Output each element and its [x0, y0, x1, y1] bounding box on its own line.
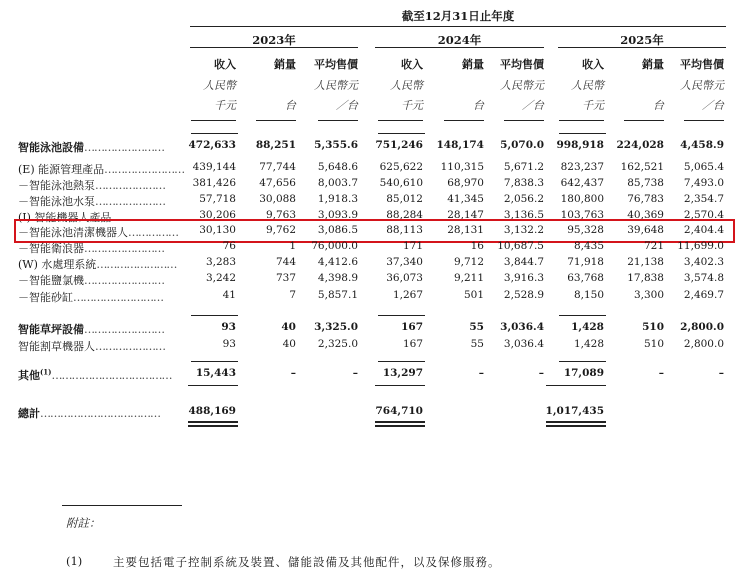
cell-value: 7 [289, 289, 296, 301]
cell-value: 3,093.9 [317, 209, 358, 221]
cell-value: 4,458.9 [680, 139, 724, 151]
column-header: 平均售價 [680, 58, 724, 71]
cell-value: 1 [289, 240, 296, 252]
cell-value: 510 [643, 338, 664, 350]
cell-value: 167 [402, 338, 423, 350]
leader-dots: ……………………… [73, 291, 163, 304]
column-header: 平均售價 [314, 58, 358, 71]
cell-value: 3,916.3 [503, 272, 544, 284]
footnote-ref: (1) [40, 367, 52, 377]
cell-value: 2,056.2 [503, 193, 544, 205]
total-top-rule [546, 385, 606, 386]
cell-value: 88,284 [386, 209, 423, 221]
cell-value: 2,800.0 [683, 338, 724, 350]
cell-value: – [718, 367, 724, 379]
cell-value: 3,283 [205, 256, 236, 268]
cell-value: 2,570.4 [683, 209, 724, 221]
cell-value: 5,857.1 [317, 289, 358, 301]
total-double-rule-2 [375, 425, 425, 427]
cell-value: 751,246 [375, 139, 423, 151]
cell-value: 7,838.3 [503, 177, 544, 189]
cell-value: 501 [463, 289, 484, 301]
cell-value: 148,174 [436, 139, 484, 151]
unit-line-1: 人民幣 [571, 79, 604, 92]
leader-dots: ………………… [95, 195, 165, 208]
cell-value: 764,710 [375, 405, 423, 417]
total-double-rule-1 [546, 421, 606, 423]
column-header-rule [624, 120, 664, 121]
cell-value: 76 [222, 240, 236, 252]
cell-value: 381,426 [192, 177, 236, 189]
leader-dots: ……………………………… [40, 407, 160, 420]
cell-value: 5,355.6 [314, 139, 358, 151]
column-header-rule [378, 120, 423, 121]
cell-value: 85,738 [627, 177, 664, 189]
cell-value: 93 [222, 338, 236, 350]
cell-value: 2,528.9 [503, 289, 544, 301]
column-header: 收入 [214, 58, 236, 71]
leader-dots: ………………… [111, 211, 182, 224]
row-label [18, 256, 176, 272]
cell-value: 540,610 [379, 177, 423, 189]
footnote-marker: (1) [66, 554, 83, 568]
row-label-text: (I) 智能機器人產品 [18, 211, 112, 224]
cell-value: 5,070.0 [500, 139, 544, 151]
row-label [18, 224, 178, 240]
cell-value: 36,073 [386, 272, 423, 284]
cell-value: 9,712 [453, 256, 484, 268]
cell-value: 167 [401, 321, 423, 333]
unit-line-1: 人民幣元 [314, 79, 358, 92]
sum-rule [191, 361, 238, 362]
cell-value: 4,398.9 [317, 272, 358, 284]
sum-rule [191, 133, 238, 134]
leader-dots: ………………… [95, 179, 165, 192]
cell-value: 3,136.5 [503, 209, 544, 221]
unit-line-2: 台 [285, 99, 296, 112]
leader-dots: ………………… [95, 340, 165, 353]
cell-value: 93 [221, 321, 236, 333]
year-header: 2025年 [620, 33, 664, 47]
cell-value: 57,718 [199, 193, 236, 205]
leader-dots: …………… [128, 226, 178, 239]
year-header: 2023年 [252, 33, 296, 47]
column-header: 銷量 [462, 58, 484, 71]
column-header-rule [444, 120, 484, 121]
cell-value: 11,699.0 [677, 240, 724, 252]
cell-value: 88,113 [386, 224, 423, 236]
cell-value: 55 [469, 321, 484, 333]
cell-value: 2,404.4 [683, 224, 724, 236]
sum-rule [559, 315, 606, 316]
row-label [18, 193, 165, 209]
unit-line-1: 人民幣 [203, 79, 236, 92]
row-label-text: 智能泳池設備 [18, 141, 84, 154]
row-label-text: 智能草坪設備 [18, 323, 84, 336]
cell-value: 3,402.3 [683, 256, 724, 268]
row-label-text: －智能泳池清潔機器人 [18, 226, 128, 239]
total-double-rule-1 [188, 421, 238, 423]
cell-value: 3,086.5 [317, 224, 358, 236]
cell-value: 2,800.0 [680, 321, 724, 333]
column-header-rule [504, 120, 544, 121]
year-rule [190, 47, 358, 48]
cell-value: 10,687.5 [497, 240, 544, 252]
cell-value: 77,744 [259, 161, 296, 173]
cell-value: 1,428 [571, 321, 604, 333]
cell-value: 76,783 [627, 193, 664, 205]
total-double-rule-2 [188, 425, 238, 427]
row-label [18, 289, 163, 305]
cell-value: 3,325.0 [314, 321, 358, 333]
cell-value: 2,354.7 [683, 193, 724, 205]
cell-value: 8,435 [573, 240, 604, 252]
cell-value: 642,437 [560, 177, 604, 189]
leader-dots: …………………… [84, 141, 164, 154]
total-double-rule-1 [375, 421, 425, 423]
column-header: 平均售價 [500, 58, 544, 71]
row-label-text: －智能衛浪器 [18, 242, 84, 255]
cell-value: 823,237 [560, 161, 604, 173]
cell-value: 9,211 [453, 272, 484, 284]
row-label [18, 321, 164, 337]
unit-line-2: ／台 [336, 99, 358, 112]
row-label [18, 240, 164, 256]
column-header-rule [684, 120, 724, 121]
unit-line-2: 台 [473, 99, 484, 112]
cell-value: 103,763 [560, 209, 604, 221]
cell-value: – [290, 367, 296, 379]
row-label [18, 161, 184, 177]
cell-value: 5,065.4 [683, 161, 724, 173]
cell-value: 55 [470, 338, 484, 350]
cell-value: – [538, 367, 544, 379]
total-double-rule-2 [546, 425, 606, 427]
year-rule [558, 47, 726, 48]
cell-value: 4,412.6 [317, 256, 358, 268]
cell-value: 40,369 [627, 209, 664, 221]
sum-rule [378, 133, 425, 134]
cell-value: 15,443 [195, 367, 236, 379]
cell-value: 40 [282, 338, 296, 350]
leader-dots: …………………… [84, 323, 164, 336]
cell-value: 41,345 [447, 193, 484, 205]
cell-value: 1,017,435 [545, 405, 604, 417]
unit-line-1: 人民幣元 [500, 79, 544, 92]
cell-value: – [352, 367, 358, 379]
cell-value: 721 [643, 240, 664, 252]
period-rule [190, 26, 726, 27]
sum-rule [378, 315, 425, 316]
sum-rule [559, 361, 606, 362]
cell-value: 1,918.3 [317, 193, 358, 205]
row-label-text: －智能泳池熱泵 [18, 179, 95, 192]
column-header: 收入 [401, 58, 423, 71]
cell-value: 40 [281, 321, 296, 333]
unit-line-2: ／台 [702, 99, 724, 112]
column-header: 收入 [582, 58, 604, 71]
column-header: 銷量 [642, 58, 664, 71]
cell-value: 3,036.4 [500, 321, 544, 333]
leader-dots: ……………………………… [51, 369, 172, 382]
cell-value: 3,242 [205, 272, 236, 284]
unit-line-1: 人民幣 [390, 79, 423, 92]
cell-value: 88,251 [255, 139, 296, 151]
cell-value: 1,428 [573, 338, 604, 350]
unit-line-2: 千元 [582, 99, 604, 112]
leader-dots: …………………… [96, 258, 177, 271]
row-label [18, 367, 172, 383]
row-label [18, 272, 164, 288]
cell-value: 7,493.0 [683, 177, 724, 189]
cell-value: 2,469.7 [683, 289, 724, 301]
total-top-rule [188, 385, 238, 386]
row-label-text: 智能割草機器人 [18, 340, 95, 353]
cell-value: 47,656 [259, 177, 296, 189]
cell-value: 5,671.2 [503, 161, 544, 173]
leader-dots: …………………… [84, 242, 164, 255]
row-label-text: (E) 能源管理產品 [18, 163, 105, 176]
leader-dots: …………………… [84, 274, 164, 287]
unit-line-1: 人民幣元 [680, 79, 724, 92]
cell-value: 1,267 [392, 289, 423, 301]
cell-value: 180,800 [560, 193, 604, 205]
footnote-text: 主要包括電子控制系統及裝置、儲能設備及其他配件，以及保修服務。 [113, 555, 501, 569]
year-rule [375, 47, 544, 48]
cell-value: 30,206 [199, 209, 236, 221]
cell-value: 13,297 [382, 367, 423, 379]
cell-value: 472,633 [188, 139, 236, 151]
row-label-text: －智能鹽氯機 [18, 274, 84, 287]
cell-value: 3,036.4 [503, 338, 544, 350]
cell-value: 76,000.0 [311, 240, 358, 252]
cell-value: 9,763 [265, 209, 296, 221]
total-top-rule [375, 385, 425, 386]
column-header: 銷量 [274, 58, 296, 71]
sum-rule [559, 133, 606, 134]
cell-value: 2,325.0 [317, 338, 358, 350]
cell-value: 30,088 [259, 193, 296, 205]
year-header: 2024年 [437, 33, 482, 47]
cell-value: 95,328 [567, 224, 604, 236]
cell-value: 39,648 [627, 224, 664, 236]
cell-value: 28,131 [447, 224, 484, 236]
row-label [18, 405, 160, 421]
cell-value: 17,838 [627, 272, 664, 284]
column-header-rule [318, 120, 358, 121]
cell-value: 16 [470, 240, 484, 252]
leader-dots: …………………… [104, 163, 185, 176]
cell-value: 63,768 [567, 272, 604, 284]
cell-value: 998,918 [556, 139, 604, 151]
period-header: 截至12月31日止年度 [401, 9, 515, 23]
row-label [18, 177, 165, 193]
column-header-rule [256, 120, 296, 121]
row-label-text: －智能泳池水泵 [18, 195, 95, 208]
cell-value: 3,844.7 [503, 256, 544, 268]
cell-value: 110,315 [440, 161, 484, 173]
cell-value: 625,622 [379, 161, 423, 173]
cell-value: 68,970 [447, 177, 484, 189]
cell-value: 9,762 [265, 224, 296, 236]
cell-value: 510 [642, 321, 664, 333]
cell-value: 488,169 [188, 405, 236, 417]
cell-value: 224,028 [616, 139, 664, 151]
cell-value: 3,300 [633, 289, 664, 301]
cell-value: – [658, 367, 664, 379]
cell-value: 41 [222, 289, 236, 301]
cell-value: 17,089 [563, 367, 604, 379]
sum-rule [191, 315, 238, 316]
cell-value: 439,144 [192, 161, 236, 173]
cell-value: 3,574.8 [683, 272, 724, 284]
unit-line-2: ／台 [522, 99, 544, 112]
cell-value: 5,648.6 [317, 161, 358, 173]
cell-value: 171 [402, 240, 423, 252]
footnote-separator [62, 505, 182, 506]
column-header-rule [191, 120, 236, 121]
unit-line-2: 千元 [214, 99, 236, 112]
row-label-text: －智能砂缸 [18, 291, 73, 304]
row-label-text: (W) 水處理系統 [18, 258, 97, 271]
cell-value: 28,147 [447, 209, 484, 221]
cell-value: 744 [275, 256, 296, 268]
sum-rule [378, 361, 425, 362]
cell-value: 8,150 [573, 289, 604, 301]
cell-value: 737 [275, 272, 296, 284]
cell-value: 37,340 [386, 256, 423, 268]
cell-value: 21,138 [627, 256, 664, 268]
row-label [18, 338, 165, 354]
row-label-text: 總計 [18, 407, 40, 420]
cell-value: 85,012 [386, 193, 423, 205]
unit-line-2: 千元 [401, 99, 423, 112]
cell-value: 162,521 [620, 161, 664, 173]
cell-value: 30,130 [199, 224, 236, 236]
cell-value: 3,132.2 [503, 224, 544, 236]
unit-line-2: 台 [653, 99, 664, 112]
column-header-rule [559, 120, 604, 121]
row-label-text: 其他 [18, 369, 40, 382]
cell-value: – [478, 367, 484, 379]
footnote-heading: 附註： [66, 516, 101, 530]
cell-value: 71,918 [567, 256, 604, 268]
cell-value: 8,003.7 [317, 177, 358, 189]
row-label [18, 139, 164, 155]
